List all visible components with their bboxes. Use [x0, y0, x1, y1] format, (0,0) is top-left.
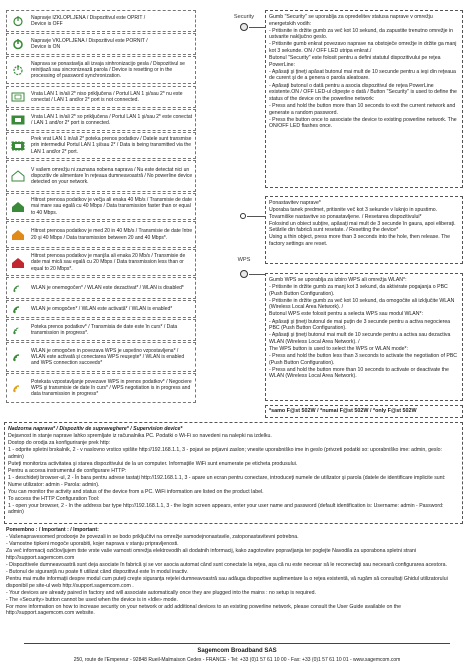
- led-row-device-off: [6, 10, 196, 32]
- house-orange-icon: [7, 222, 29, 247]
- supervision-line: 1 - odprite spletni brskalnik, 2 - v naslovno vrstico vpišite http://192.168.1.1, 3 - pojavi se prijavni zaslon; vnesite uporabniško ime in geslo (privzeti podatki so: uporabniško ime: admin, geslo: admin): [8, 447, 442, 460]
- led-text-wps-success: WLAN je omogočen in povezava WPS je uspešno vzpostavljena* / WLAN este activată şi conectarea WPS reuşeşte* / WLAN is enabled and WPS connection succeeds*: [31, 347, 185, 367]
- important-line: For more information on how to increase security on your network or add additional devices to an existing powerline network, please consult the User Guide available on the http://support.sagemcom.com website.: [6, 603, 402, 617]
- security-line: - Pritisnite in držite gumb za več kot 10 sekund, da zapustite trenutno omrežje in ustvarite naključno geslo.: [269, 27, 453, 41]
- led-row-lan-connected: [6, 109, 196, 131]
- led-status-panel: [2, 10, 238, 403]
- important-line: - Butonul de siguranţă nu poate fi utilizat când dispozitivul este în modul inactiv.: [6, 568, 188, 575]
- security-line: - Press and hold the button more than 10 seconds to exit the current network and generate a random password.: [269, 102, 456, 116]
- house-green-icon: [7, 194, 29, 219]
- model-note: *samo F@st 502W / *numai F@st 502W / *only F@st 502W: [269, 408, 417, 414]
- led-row-wlan-enabled: [6, 300, 196, 318]
- wifi-on-icon: [7, 301, 29, 317]
- important-line: - Vašenapravesomed prodoorje že povezali in se bodo priključitvi na omrežje samodejnonastavile, zatoponastavitevni potrebna.: [6, 534, 299, 541]
- wps-line: Gumb WPS se uporablja za izbiro WPS ali omrežja WLAN*:: [269, 277, 407, 283]
- footer: [0, 641, 474, 670]
- important-line: Pentru mai multe informaţii despre modul cum puteţi creşte siguranţa reţelei dumneavoastră sau adăuga dispozitive suplimentare la o reţea existentă, vă rugăm să consultaţi Ghidul utilizatorului disponibil pe site-ul web http://support.sagemcom.com .: [6, 575, 448, 589]
- connector-line: [247, 216, 265, 217]
- security-description-box: [265, 10, 463, 188]
- wps-line: Butonul WPS este folosit pentru a selecta WPS sau modul WLAN*:: [269, 311, 423, 318]
- lan-port-data-icon: [7, 133, 29, 158]
- led-text-wps-negotiating: Potekata vzpostavljanje povezave WPS in prenos podatkov* / Negociere WPS şi transmisie de date în curs* / WPS negotiation is in progress and data transmission in progress*: [31, 378, 192, 398]
- led-row-wlan-data: [6, 319, 196, 341]
- led-text-speed-mid: Hitrost prenosa podatkov je med 20 in 40 Mb/s / Transmisie de date între 20 şi 40 Mbps / Data transmission between 20 and 40 Mbps*.: [31, 228, 193, 241]
- important-line: - The «Security» button cannot be used when the device is in «Idle» mode.: [6, 596, 178, 603]
- supervision-line: To access the HTTP Configuration Tool:: [8, 495, 100, 502]
- wps-line: - Press and hold the button less than 3 seconds to activate the negotiation of PBC (Push Button Configuration).: [269, 352, 458, 366]
- led-row-wps-negotiating: [6, 373, 196, 403]
- led-text-speed-high: Hitrost prenosa podatkov je večja ali enaka 40 Mb/s / Transmisie de date mai mare sau egală cu 40 Mbps / Data transmission faster than or equal to 40 Mbps.: [31, 197, 192, 216]
- led-text-on-en: Device is ON: [31, 44, 61, 50]
- footer-address: 250, route de l'Empereur - 92848 Rueil-Malmaison Cedex - FRANCE - Tel: +33 (0)1 57 61 10 00 - Fax: +33 (0)1 57 61 10 01 - www.sagemcom.com: [73, 657, 401, 663]
- wps-button[interactable]: [240, 270, 248, 278]
- model-note-box: [265, 405, 463, 418]
- security-line: - Pritisnite gumb enkrat povezavo naprave na obstoječe omrežje in držite ga manj kot 3 sekunde. ON / OFF LED utripa enkrat./: [269, 41, 457, 55]
- wps-line: The WPS button is used to select the WPS or WLAN mode*:: [269, 345, 408, 352]
- connector-line: [249, 27, 265, 28]
- important-line: - Dispozitivele dumneavoastră sunt deja asociate în fabrică şi se vor asocia automat când sunt conectate la reţea, aşa că nu este necesar să le reconectaţi sau necesară configurarea acestora.: [6, 561, 447, 568]
- supervision-line: You can monitor the activity and status of the device from a PC. WiFi information are listed on the product label.: [8, 488, 264, 495]
- supervision-line: Puteţi monitoriza activitatea şi starea dispozitivului de la un computer. Informaţiile WiFi sunt enumerate pe eticheta produsului.: [8, 460, 298, 467]
- led-text-off-en: Device is OFF: [31, 21, 63, 27]
- wps-line: - Press and hold the button more than 10 seconds to activate or deactivate the WLAN (Wireless Local Area Network).: [269, 366, 449, 380]
- power-blink-icon: [7, 57, 29, 83]
- led-row-device-on: [6, 33, 196, 55]
- wifi-wps-ok-icon: [7, 343, 29, 371]
- led-text-off-ro: Napravje IZKLOPLJENA / Dispozitivul este OPRIT /: [31, 14, 146, 21]
- security-line: - Apăsaţi butonul o dată pentru a asocia dispozitivul de reţea PowerLine existente.ON / OFF LED-ul clipeşte o dată / Button "Security" is used to define the status of the device on the powerline network:: [269, 82, 457, 102]
- lan-port-icon: [7, 87, 29, 107]
- footer-divider: [24, 643, 450, 644]
- supervision-box: [4, 422, 463, 524]
- house-red-icon: [7, 250, 29, 275]
- important-line: - Your devices are already paired in factory and will associate automatically once they are plugged into the mains : no setup is required.: [6, 589, 316, 596]
- connector-line: [249, 274, 265, 275]
- wps-line: - Pritisnite in držite gumb za več kot 10 sekund, da omogočite ali izključite WLAN (Wireless Local Area Network). /: [269, 297, 455, 311]
- supervision-line: Pentru a accesa instrumentul de configurare HTTP:: [8, 467, 127, 474]
- reset-line: Folosind un obiect subţire, apăsaţi mai mult de 3 secunde în gaura, apoi eliberaţi. Setările din fabrică sunt resetate. / Resetting the device*: [269, 220, 456, 234]
- led-row-no-powerline: [6, 160, 196, 192]
- reset-hole[interactable]: [240, 213, 246, 219]
- led-row-speed-mid: [6, 221, 196, 248]
- important-title: Pomembno : / Important : / Important:: [6, 527, 99, 533]
- power-on-icon: [7, 34, 29, 54]
- led-text-lan-on: Vrata LAN 1 in/ali 2* so priključena / Portul LAN 1 şi/sau 2* este conectat / LAN 1 and/or 2* port is connected.: [31, 113, 193, 126]
- wps-line: - Apăsaţi şi ţineţi butonul mai mult de 10 secunde pentru a activa sau dezactiva WLAN (Wireless Local Area Network). /: [269, 332, 451, 345]
- led-row-lan-not-connected: [6, 86, 196, 108]
- reset-line: Uporaba tanek predmet, pritisnite več kot 3 sekunde v luknjo in spustimo. Tovarniške nastavitve so ponastavljene. / Resetarea dispozitivului*: [269, 207, 438, 220]
- led-row-resetting: [6, 56, 196, 84]
- security-button[interactable]: [240, 23, 248, 31]
- led-text-no-powerline: V vašem omrežju ni zaznana nobena naprava / Nu este detectat nici un dispozitiv de alimentare în reţeaua dumneavoastră / No powerline device detected on your network.: [31, 166, 193, 186]
- power-off-icon: [7, 11, 29, 31]
- important-line: - Varnostne tipkeni mogoče uporabiti, kojer naprava v stanju pripravljenosti.: [6, 541, 179, 548]
- led-row-lan-data: [6, 132, 196, 159]
- important-line: Za več informacij ozičlovljujem tiste vrste vaše varnosti omrežja elektrovodih ali dodatnih informacij, kako zagotovitev popravljanja ter poglejte Navodila za uporabona spletni strani http://support.sagemcom.com: [6, 548, 417, 561]
- led-text-on-ro: Napravje VKLOPLJENA / Dispozitivul este PORNIT /: [31, 37, 148, 44]
- led-text-wlan-enabled: WLAN je omogočen* / WLAN este activată* / WLAN is enabled*: [31, 305, 173, 312]
- led-row-wps-success: [6, 342, 196, 372]
- lan-port-active-icon: [7, 110, 29, 130]
- led-text-wlan-data: Poteka prenos podatkov* / Transmisia de date este în curs* / Data transmission in progress*.: [31, 323, 178, 336]
- wps-line: - Apăsaţi şi ţineţi butonul de mai puţin de 3 secunde pentru a activa negocierea PBC (Push Button Configuration).: [269, 318, 451, 332]
- supervision-line: 1 - deschideţi browser-ul, 2 - În bara pentru adrese tastaţi http://192.168.1.1, 3 - apare un ecran pentru conectare, introduceţi numele de utilizator şi parola (datele de identificare implicite sunt: Nume utilizator: admin - Parola: admin).: [8, 474, 446, 488]
- led-row-wlan-disabled: [6, 277, 196, 299]
- supervision-line: 1 - open your browser, 2 - In the address bar type http://192.168.1.1, 3 - the login screen appears, enter your user name and password (default identification is: Username: admin - Password: admin): [8, 502, 444, 516]
- wps-button-label: WPS: [237, 257, 251, 263]
- wifi-wps-negotiating-icon: [7, 374, 29, 402]
- security-line: - Press the button once to associate the device to existing powerline network. The ON/OFF LED flashes once.: [269, 116, 457, 130]
- wifi-off-icon: [7, 278, 29, 298]
- wps-description-box: [265, 273, 463, 401]
- led-text-lan-data: Prek vrat LAN 1 in/ali 2* poteka prenos podatkov / Datele sunt transmise prin intermediul Portul LAN 1 şi/sau 2* / Data is being transmitted via the LAN 1 and/or 2* port.: [31, 136, 192, 155]
- led-row-speed-high: [6, 193, 196, 220]
- led-text-lan-off: Vrata LAN 1 in/ali 2* niso priključena / Portul LAN 1 şi/sau 2* nu este conectat / LAN 1 and/or 2* port is not connected.: [31, 90, 183, 103]
- reset-line: Ponastavitev naprave*: [269, 200, 321, 206]
- wifi-data-icon: [7, 320, 29, 340]
- wps-line: - Pritisnite in držite gumb za manj kot 3 sekund, da aktivirate pogajanja o PBC (Push Button Configuration).: [269, 284, 448, 297]
- house-outline-icon: [7, 161, 29, 191]
- footer-company: Sagemcom Broadband SAS: [197, 648, 277, 654]
- supervision-line: Dejavnost in stanje naprave lahko spremljate iz računalnika PC. Podatki o Wi-Fi so navedeni na nalepki na izdelku.: [8, 433, 272, 440]
- security-button-label: Security: [233, 14, 255, 20]
- led-text-wlan-disabled: WLAN je onemogočen* / WLAN este dezactivat* / WLAN is disabled*: [31, 284, 184, 291]
- security-line: - Apăsaţi şi ţineţi apăsat butonul mai mult de 10 secunde pentru a ieşi din reţeaua de curent şi de a genera o parola aleatoare.: [269, 68, 456, 82]
- reset-line: Using a thin object, press more than 3 seconds into the hole, then release. The factory settings are reset.: [269, 234, 450, 248]
- reset-description-box: [265, 196, 463, 264]
- important-section: [6, 527, 463, 639]
- led-text-speed-low: Hitrost prenosa podatkov je manjša ali enaka 20 Mb/s / Transmisie de date mai mică sau egală cu 20 Mbps / Data transmission less than or equal to 20 Mbps*.: [31, 253, 186, 272]
- supervision-title: Nadzorna naprava* / Dispozitiv de supraveghere* / Supervision device*: [8, 426, 183, 432]
- led-row-speed-low: [6, 249, 196, 276]
- security-line: Gumb "Security" se uporablja za opredelitev statusa naprave v omrežju energetskih vodih:: [269, 14, 433, 27]
- security-line: Butonul "Security" este folosit pentru a defini statutul dispozitivului pe reţea PowerLine:: [269, 55, 441, 68]
- led-text-resetting: Naprava se ponastavlja ali izvaja sinhronizacijo gesla / Dispozitivul se reiniţiază sau sincronizează parola / Device is resetting or in the processing of password synchronization.: [31, 60, 185, 80]
- supervision-line: Dostop do orodja za konfiguriranje prek http:: [8, 440, 111, 447]
